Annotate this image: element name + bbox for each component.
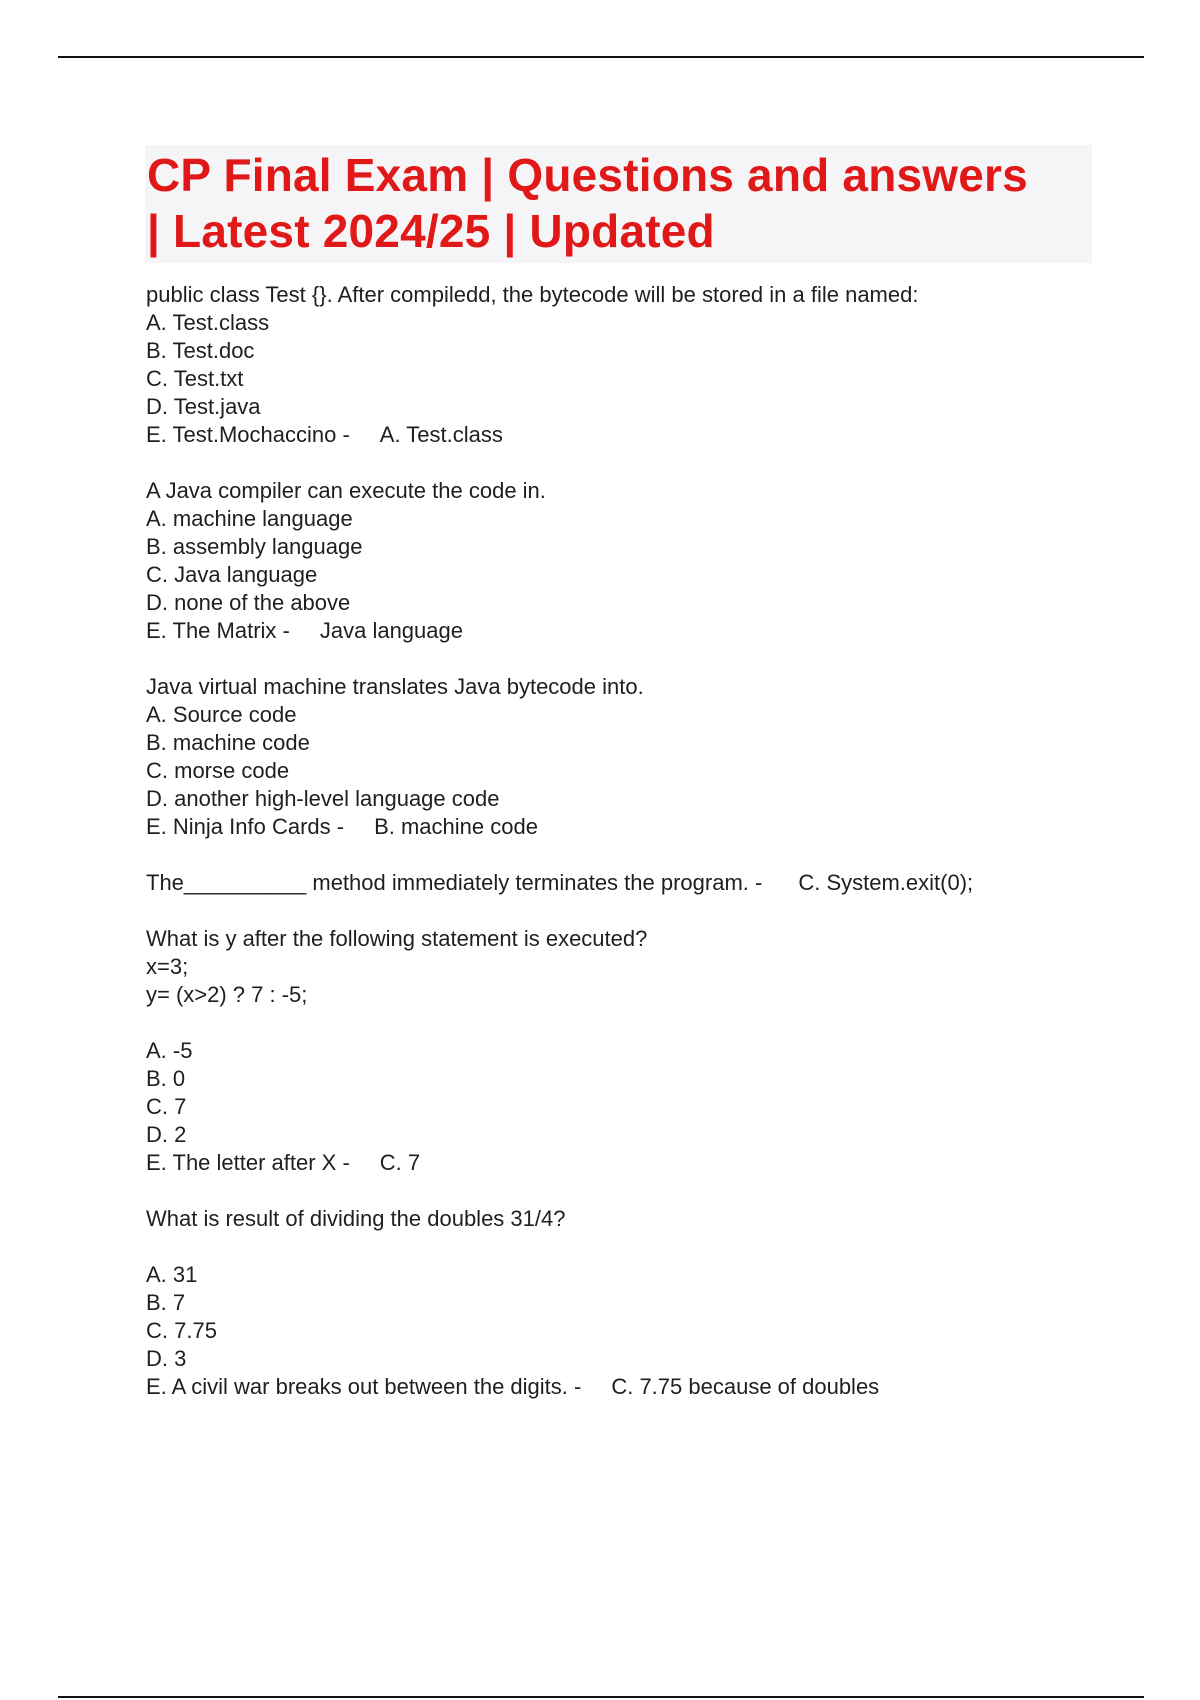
option-c: C. Test.txt — [146, 366, 244, 391]
page-title-line-1: CP Final Exam | Questions and answers — [147, 149, 1028, 201]
code-line-2: y= (x>2) ? 7 : -5; — [146, 982, 308, 1007]
option-e: E. Test.Mochaccino - — [146, 422, 350, 447]
title-banner — [145, 145, 1092, 263]
option-a: A. -5 — [146, 1038, 193, 1063]
answer: C. 7.75 because of doubles — [611, 1374, 880, 1399]
option-d: D. none of the above — [146, 590, 351, 615]
option-e-row — [146, 617, 1146, 645]
question-3 — [146, 673, 1146, 841]
answer: A. Test.class — [379, 422, 503, 447]
question-1 — [146, 281, 1146, 449]
option-e: E. Ninja Info Cards - — [146, 814, 345, 839]
spacer — [146, 1009, 1146, 1037]
question-prompt: A Java compiler can execute the code in. — [146, 478, 546, 503]
question-2 — [146, 477, 1146, 645]
option-c: C. Java language — [146, 562, 318, 587]
option-c: C. 7.75 — [146, 1318, 217, 1343]
answer: C. System.exit(0); — [798, 870, 974, 895]
option-d: D. 2 — [146, 1122, 187, 1147]
option-d: D. Test.java — [146, 394, 261, 419]
option-a: A. 31 — [146, 1262, 198, 1287]
question-5 — [146, 925, 1146, 1177]
question-4 — [146, 869, 1146, 897]
option-e-row — [146, 813, 1146, 841]
question-list — [146, 281, 1146, 1429]
question-6 — [146, 1205, 1146, 1401]
top-rule — [58, 56, 1144, 58]
option-b: B. machine code — [146, 730, 310, 755]
option-a: A. machine language — [146, 506, 353, 531]
question-prompt: Java virtual machine translates Java bytecode into. — [146, 674, 644, 699]
option-d: D. another high-level language code — [146, 786, 500, 811]
answer: Java language — [319, 618, 463, 643]
question-prompt: What is y after the following statement is executed? — [146, 926, 648, 951]
option-b: B. Test.doc — [146, 338, 255, 363]
option-e: E. A civil war breaks out between the digits. - — [146, 1374, 582, 1399]
question-prompt: The__________ method immediately terminates the program. - — [146, 870, 763, 895]
option-e-row — [146, 1373, 1146, 1401]
page-title-line-2: | Latest 2024/25 | Updated — [147, 205, 715, 257]
answer: B. machine code — [374, 814, 538, 839]
spacer — [146, 1233, 1146, 1261]
question-prompt: What is result of dividing the doubles 31/4? — [146, 1206, 566, 1231]
code-line-1: x=3; — [146, 954, 189, 979]
question-row — [146, 869, 1146, 897]
option-a: A. Test.class — [146, 310, 270, 335]
question-prompt: public class Test {}. After compiledd, the bytecode will be stored in a file named: — [146, 282, 919, 307]
option-e: E. The Matrix - — [146, 618, 290, 643]
option-a: A. Source code — [146, 702, 297, 727]
option-e-row — [146, 1149, 1146, 1177]
option-b: B. 7 — [146, 1290, 186, 1315]
answer: C. 7 — [379, 1150, 421, 1175]
option-e-row — [146, 421, 1146, 449]
option-c: C. morse code — [146, 758, 290, 783]
option-e: E. The letter after X - — [146, 1150, 350, 1175]
option-b: B. 0 — [146, 1066, 186, 1091]
option-d: D. 3 — [146, 1346, 187, 1371]
option-c: C. 7 — [146, 1094, 187, 1119]
bottom-rule — [58, 1696, 1144, 1698]
option-b: B. assembly language — [146, 534, 363, 559]
